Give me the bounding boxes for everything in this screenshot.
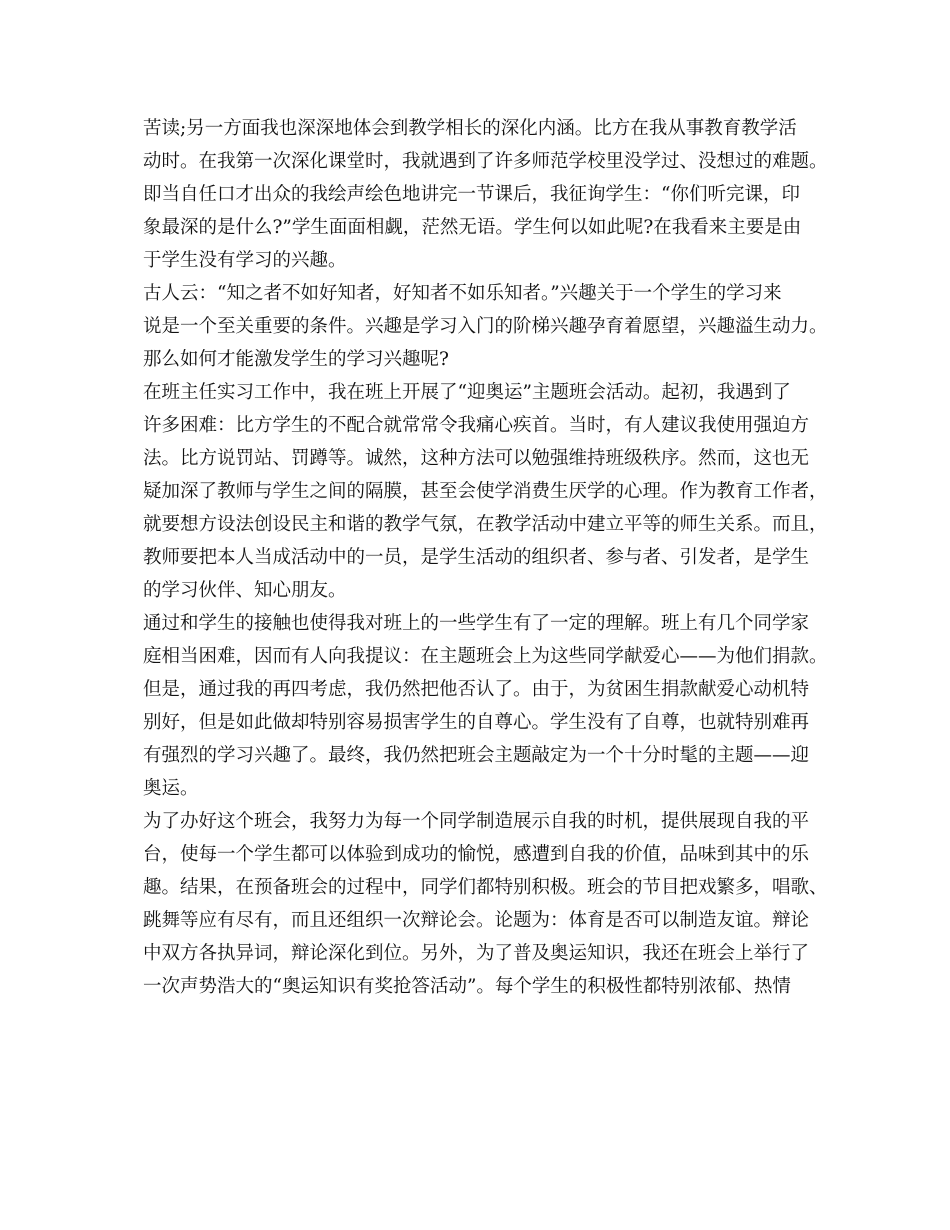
text-line: 有强烈的学习兴趣了。最终，我仍然把班会主题敲定为一个十分时髦的主题——迎 [143, 745, 810, 766]
text-line: 台，使每一个学生都可以体验到成功的愉悦，感遭到自我的价值，品味到其中的乐 [143, 844, 810, 865]
text-line: 动时。在我第一次深化课堂时，我就遇到了许多师范学校里没学过、没想过的难题。 [143, 151, 828, 172]
text-line: 即当自任口才出众的我绘声绘色地讲完一节课后，我征询学生：“你们听完课，印 [143, 184, 800, 205]
text-line: 说是一个至关重要的条件。兴趣是学习入门的阶梯兴趣孕育着愿望，兴趣溢生动力。 [143, 316, 828, 337]
text-line: 中双方各执异词，辩论深化到位。另外，为了普及奥运知识，我还在班会上举行了 [143, 943, 810, 964]
text-line: 的学习伙伴、知心朋友。 [143, 580, 347, 601]
text-line: 但是，通过我的再四考虑，我仍然把他否认了。由于，为贫困生捐款献爱心动机特 [143, 679, 810, 700]
text-line: 跳舞等应有尽有，而且还组织一次辩论会。论题为：体育是否可以制造友谊。辩论 [143, 910, 810, 931]
text-line: 为了办好这个班会，我努力为每一个同学制造展示自我的时机，提供展现自我的平 [143, 811, 810, 832]
text-line: 许多困难：比方学生的不配合就常常令我痛心疾首。当时，有人建议我使用强迫方 [143, 415, 810, 436]
text-line: 于学生没有学习的兴趣。 [143, 250, 347, 271]
text-line: 教师要把本人当成活动中的一员，是学生活动的组织者、参与者、引发者，是学生 [143, 547, 810, 568]
text-line: 法。比方说罚站、罚蹲等。诚然，这种方法可以勉强维持班级秩序。然而，这也无 [143, 448, 810, 469]
text-line: 苦读;另一方面我也深深地体会到教学相长的深化内涵。比方在我从事教育教学活 [143, 118, 797, 139]
text-line: 庭相当困难，因而有人向我提议：在主题班会上为这些同学献爱心——为他们捐款。 [143, 646, 828, 667]
text-line: 一次声势浩大的“奥运知识有奖抢答活动”。每个学生的积极性都特别浓郁、热情 [143, 976, 791, 997]
text-line: 古人云：“知之者不如好知者，好知者不如乐知者。”兴趣关于一个学生的学习来 [143, 283, 782, 304]
text-line: 象最深的是什么?”学生面面相觑，茫然无语。学生何以如此呢?在我看来主要是由 [143, 217, 802, 238]
text-line: 趣。结果，在预备班会的过程中，同学们都特别积极。班会的节目把戏繁多，唱歌、 [143, 877, 828, 898]
text-line: 疑加深了教师与学生之间的隔膜，甚至会使学消费生厌学的心理。作为教育工作者， [143, 481, 828, 502]
text-line: 奥运。 [143, 778, 199, 799]
body-text [143, 112, 828, 1003]
text-line: 通过和学生的接触也使得我对班上的一些学生有了一定的理解。班上有几个同学家 [143, 613, 810, 634]
text-line: 就要想方设法创设民主和谐的教学气氛，在教学活动中建立平等的师生关系。而且， [143, 514, 828, 535]
text-line: 在班主任实习工作中，我在班上开展了“迎奥运”主题班会活动。起初，我遇到了 [143, 382, 791, 403]
text-line: 那么如何才能激发学生的学习兴趣呢? [143, 349, 449, 370]
text-line: 别好，但是如此做却特别容易损害学生的自尊心。学生没有了自尊，也就特别难再 [143, 712, 810, 733]
